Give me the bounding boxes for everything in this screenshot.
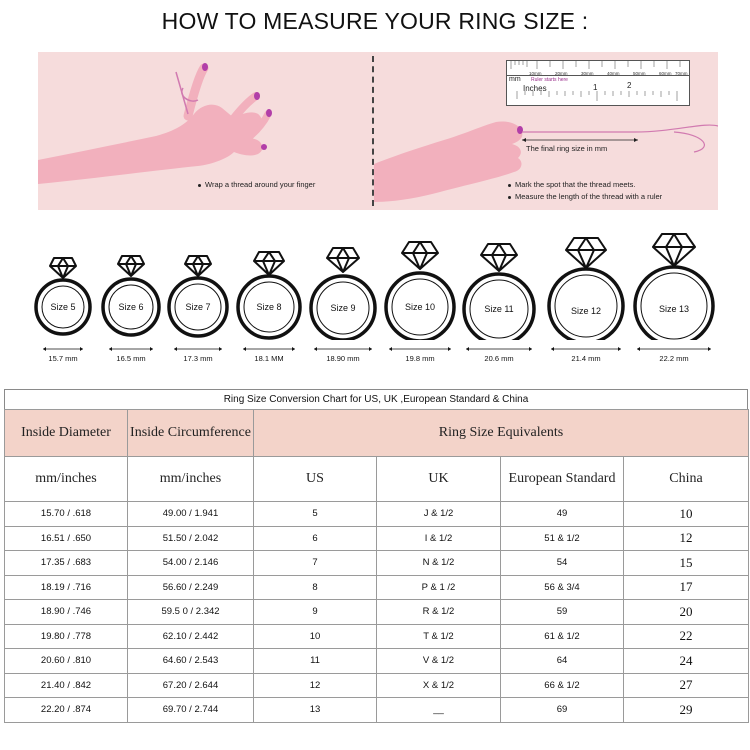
ring-mm-label: 21.4 mm: [571, 354, 601, 363]
cell-european-size: 66 & 1/2: [501, 673, 624, 698]
ring-mm-label: 18.90 mm: [326, 354, 360, 363]
cell-us-size: 11: [254, 649, 377, 674]
table-row: [5, 502, 749, 527]
step-wrap-thread: Wrap a thread around your finger: [198, 180, 315, 189]
cell-china-size: 24: [624, 649, 749, 674]
cell-china-size: 29: [624, 698, 749, 723]
cell-european-size: 49: [501, 502, 624, 527]
ring-mm-label: 18.1 MM: [254, 354, 284, 363]
table-header-row: [5, 410, 749, 457]
cell-uk-size: __: [377, 698, 501, 723]
step-mark-spot: Mark the spot that the thread meets.: [508, 180, 635, 189]
ruler-mm-label: 60mm: [659, 71, 672, 76]
cell-us-size: 13: [254, 698, 377, 723]
cell-inside-diameter: 18.90 / .746: [5, 600, 128, 625]
cell-china-size: 27: [624, 673, 749, 698]
table-subheader-row: [5, 457, 749, 502]
header-circumference-unit: mm/inches: [128, 457, 254, 502]
ring-size-12: [542, 228, 630, 368]
ring-icon: [100, 228, 162, 340]
ring-size-label: Size 6: [118, 302, 144, 312]
ring-width-arrow: [242, 346, 296, 352]
table-row: [5, 698, 749, 723]
cell-inside-circumference: 54.00 / 2.146: [128, 551, 254, 576]
cell-uk-size: X & 1/2: [377, 673, 501, 698]
cell-us-size: 9: [254, 600, 377, 625]
ring-mm-label: 19.8 mm: [405, 354, 435, 363]
cell-us-size: 5: [254, 502, 377, 527]
cell-inside-circumference: 69.70 / 2.744: [128, 698, 254, 723]
ring-size-label: Size 9: [330, 303, 356, 313]
cell-european-size: 61 & 1/2: [501, 624, 624, 649]
header-ring-size-equivalents: Ring Size Equivalents: [254, 410, 749, 457]
cell-inside-diameter: 20.60 / .810: [5, 649, 128, 674]
ring-icon: [458, 228, 540, 340]
ring-size-label: Size 5: [50, 302, 76, 312]
ring-width-arrow: [42, 346, 84, 352]
cell-uk-size: R & 1/2: [377, 600, 501, 625]
page-title: HOW TO MEASURE YOUR RING SIZE :: [161, 8, 589, 34]
cell-european-size: 64: [501, 649, 624, 674]
cell-inside-diameter: 19.80 / .778: [5, 624, 128, 649]
step-measure-length: Measure the length of the thread with a ruler: [508, 192, 662, 201]
cell-inside-circumference: 51.50 / 2.042: [128, 526, 254, 551]
ring-mm-label: 16.5 mm: [116, 354, 146, 363]
ring-icon: [32, 228, 94, 340]
ruler-mm-scale: [507, 61, 689, 76]
ring-mm-label: 20.6 mm: [484, 354, 514, 363]
ring-icon: [306, 228, 380, 340]
ring-mm-label: 15.7 mm: [48, 354, 78, 363]
cell-inside-diameter: 21.40 / .842: [5, 673, 128, 698]
ring-size-gallery: [0, 228, 750, 378]
ring-size-label: Size 10: [404, 302, 436, 312]
ruler-inch-ticks: [507, 91, 689, 105]
header-china: China: [624, 457, 749, 502]
cell-uk-size: I & 1/2: [377, 526, 501, 551]
cell-china-size: 15: [624, 551, 749, 576]
cell-inside-circumference: 56.60 / 2.249: [128, 575, 254, 600]
ring-size-label: Size 7: [185, 302, 211, 312]
header-european-standard: European Standard: [501, 457, 624, 502]
ring-size-label: Size 8: [256, 302, 282, 312]
ring-size-label: Size 12: [570, 306, 602, 316]
ring-width-arrow: [388, 346, 452, 352]
ring-icon: [542, 228, 630, 340]
ruler-start-note: Ruler starts here: [531, 77, 568, 83]
cell-inside-diameter: 18.19 / .716: [5, 575, 128, 600]
cell-us-size: 10: [254, 624, 377, 649]
final-size-note: The final ring size in mm: [526, 144, 608, 153]
ring-width-arrow: [313, 346, 373, 352]
measuring-ruler: [506, 60, 690, 106]
ring-mm-label: 17.3 mm: [183, 354, 213, 363]
cell-uk-size: J & 1/2: [377, 502, 501, 527]
header-uk: UK: [377, 457, 501, 502]
cell-inside-circumference: 67.20 / 2.644: [128, 673, 254, 698]
ruler-inch-number: 1: [593, 83, 598, 92]
table-row: [5, 551, 749, 576]
ruler-mm-label: 40mm: [607, 71, 620, 76]
cell-inside-diameter: 15.70 / .618: [5, 502, 128, 527]
cell-inside-circumference: 64.60 / 2.543: [128, 649, 254, 674]
cell-inside-diameter: 22.20 / .874: [5, 698, 128, 723]
header-us: US: [254, 457, 377, 502]
header-inside-circumference: Inside Circumference: [128, 410, 254, 457]
cell-european-size: 54: [501, 551, 624, 576]
cell-european-size: 56 & 3/4: [501, 575, 624, 600]
table-row: [5, 575, 749, 600]
ring-size-7: [165, 228, 231, 368]
ruler-unit-mm: mm: [509, 76, 521, 83]
ring-size-9: [306, 228, 380, 368]
ring-width-arrow: [636, 346, 712, 352]
table-row: [5, 673, 749, 698]
ruler-mm-label: 70mm: [675, 71, 688, 76]
ring-size-11: [458, 228, 540, 368]
cell-uk-size: V & 1/2: [377, 649, 501, 674]
table-row: [5, 600, 749, 625]
ring-size-label: Size 13: [658, 304, 690, 314]
ring-width-arrow: [108, 346, 154, 352]
ring-size-5: [32, 228, 94, 368]
cell-us-size: 6: [254, 526, 377, 551]
ring-icon: [628, 228, 720, 340]
cell-inside-circumference: 59.5 0 / 2.342: [128, 600, 254, 625]
cell-european-size: 51 & 1/2: [501, 526, 624, 551]
cell-china-size: 12: [624, 526, 749, 551]
cell-china-size: 17: [624, 575, 749, 600]
table-row: [5, 526, 749, 551]
cell-china-size: 10: [624, 502, 749, 527]
cell-inside-circumference: 62.10 / 2.442: [128, 624, 254, 649]
ring-width-arrow: [173, 346, 223, 352]
cell-uk-size: P & 1 /2: [377, 575, 501, 600]
table-row: [5, 624, 749, 649]
ring-icon: [380, 228, 460, 340]
ruler-mm-label: 30mm: [581, 71, 594, 76]
ruler-mm-label: 10mm: [529, 71, 542, 76]
ruler-mm-label: 50mm: [633, 71, 646, 76]
ring-icon: [165, 228, 231, 340]
instructions-panel: [38, 52, 718, 210]
cell-us-size: 7: [254, 551, 377, 576]
ruler-mm-label: 20mm: [555, 71, 568, 76]
cell-uk-size: N & 1/2: [377, 551, 501, 576]
ring-width-arrow: [465, 346, 533, 352]
ring-size-label: Size 11: [484, 304, 514, 314]
ring-size-8: [234, 228, 304, 368]
cell-uk-size: T & 1/2: [377, 624, 501, 649]
ruler-inches-label: Inches: [523, 84, 547, 93]
ring-icon: [234, 228, 304, 340]
ring-size-conversion-table: [4, 409, 749, 723]
ring-size-6: [100, 228, 162, 368]
ring-size-13: [628, 228, 720, 368]
cell-us-size: 8: [254, 575, 377, 600]
cell-inside-diameter: 16.51 / .650: [5, 526, 128, 551]
conversion-chart-caption: Ring Size Conversion Chart for US, UK ,European Standard & China: [4, 389, 748, 411]
cell-china-size: 22: [624, 624, 749, 649]
ring-size-10: [380, 228, 460, 368]
ruler-inch-number: 2: [627, 81, 632, 90]
cell-inside-diameter: 17.35 / .683: [5, 551, 128, 576]
cell-us-size: 12: [254, 673, 377, 698]
ring-width-arrow: [550, 346, 622, 352]
cell-china-size: 20: [624, 600, 749, 625]
header-inside-diameter: Inside Diameter: [5, 410, 128, 457]
ring-mm-label: 22.2 mm: [659, 354, 689, 363]
cell-european-size: 59: [501, 600, 624, 625]
table-row: [5, 649, 749, 674]
cell-european-size: 69: [501, 698, 624, 723]
header-diameter-unit: mm/inches: [5, 457, 128, 502]
cell-inside-circumference: 49.00 / 1.941: [128, 502, 254, 527]
